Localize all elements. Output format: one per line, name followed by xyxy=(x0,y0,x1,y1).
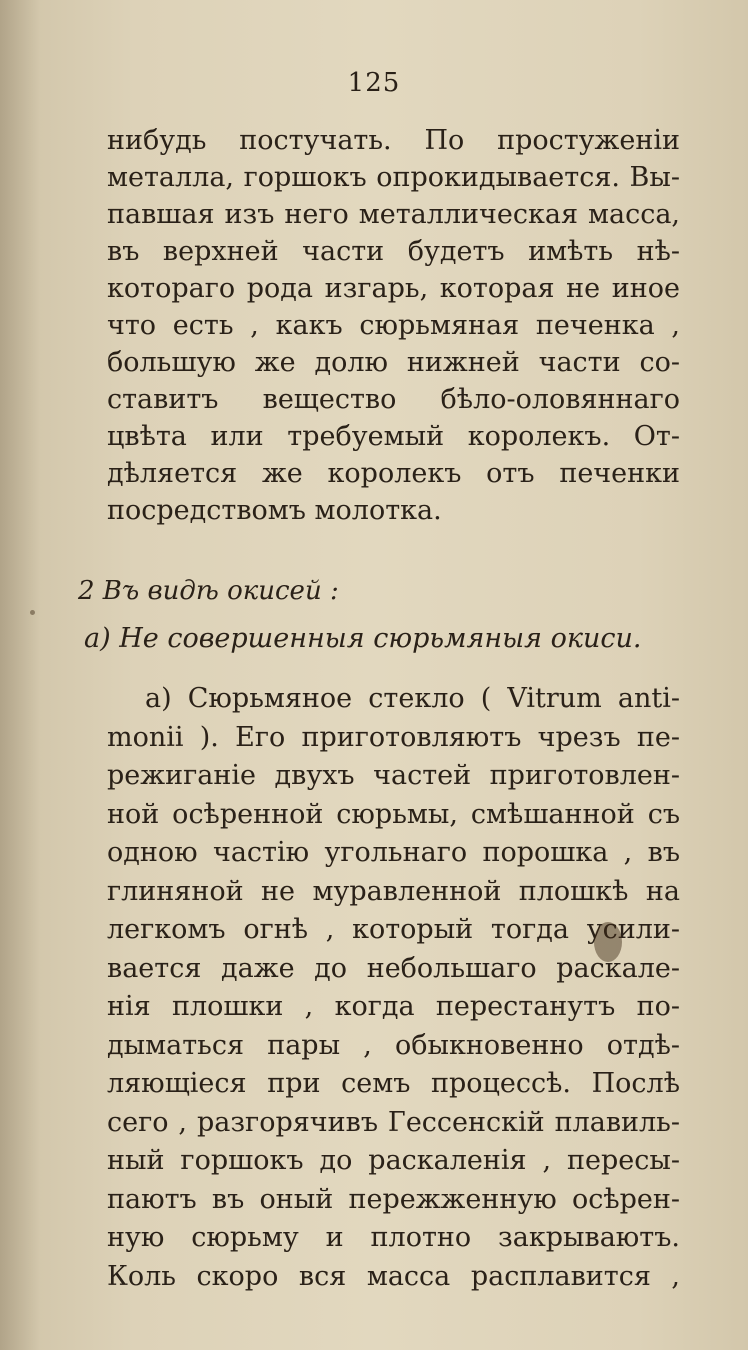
text-line: режиганіе двухъ частей приготовлен- xyxy=(107,760,680,791)
text-line: Коль скоро вся масса расплавится , xyxy=(107,1260,680,1292)
text-line: нія плошки , когда перестанутъ по- xyxy=(107,991,680,1022)
text-line: большую же долю нижней части со- xyxy=(107,347,680,378)
text-line: посредствомъ молотка. xyxy=(107,495,442,526)
section-heading: 2 Въ видѣ окисей : xyxy=(78,576,339,606)
text-line: въ верхней части будетъ имѣть нѣ- xyxy=(107,236,680,267)
text-line: нибудь постучать. По простуженіи xyxy=(107,125,680,156)
text-line: monii ). Его приготовляютъ чрезъ пе- xyxy=(107,721,680,753)
paragraph-continuation xyxy=(107,122,680,529)
text-line: ставитъ вещество бѣло-оловяннаго xyxy=(107,384,680,415)
ink-blot xyxy=(594,922,622,962)
text-line: ляющіеся при семъ процессѣ. Послѣ xyxy=(107,1068,680,1099)
speck xyxy=(30,610,35,615)
text-line: паютъ въ оный пережженную осѣрен- xyxy=(107,1183,680,1215)
page-number: 125 xyxy=(347,68,401,98)
text-line: цвѣта или требуемый королекъ. От- xyxy=(107,421,680,452)
text-line: вается даже до небольшаго раскале- xyxy=(107,952,680,984)
subsection-heading: а) Не совершенныя сюрьмяныя окиси. xyxy=(84,623,642,654)
paragraph-antimony-glass xyxy=(107,680,680,1296)
text-line: глиняной не муравленной плошкѣ на xyxy=(107,875,680,907)
text-line: одною частію угольнаго порошка , въ xyxy=(107,837,680,868)
text-line: ную сюрьму и плотно закрываютъ. xyxy=(107,1222,680,1253)
text-line: дыматься пары , обыкновенно отдѣ- xyxy=(107,1029,680,1061)
text-line: легкомъ огнѣ , который тогда усили- xyxy=(107,914,680,945)
text-line: дѣляется же королекъ отъ печенки xyxy=(107,458,680,489)
text-line: а) Сюрьмяное стекло ( Vitrum anti- xyxy=(145,683,680,714)
text-line: павшая изъ него металлическая масса, xyxy=(107,199,680,230)
text-line: котораго рода изгарь, которая не иное xyxy=(107,273,680,304)
text-line: что есть , какъ сюрьмяная печенка , xyxy=(107,310,680,341)
page-gutter-shadow xyxy=(0,0,40,1350)
text-line: ной осѣренной сюрьмы, смѣшанной съ xyxy=(107,798,680,830)
text-line: сего , разгорячивъ Гессенскій плавиль- xyxy=(107,1106,680,1138)
text-line: металла, горшокъ опрокидывается. Вы- xyxy=(107,162,680,193)
text-line: ный горшокъ до раскаленія , пересы- xyxy=(107,1145,680,1176)
